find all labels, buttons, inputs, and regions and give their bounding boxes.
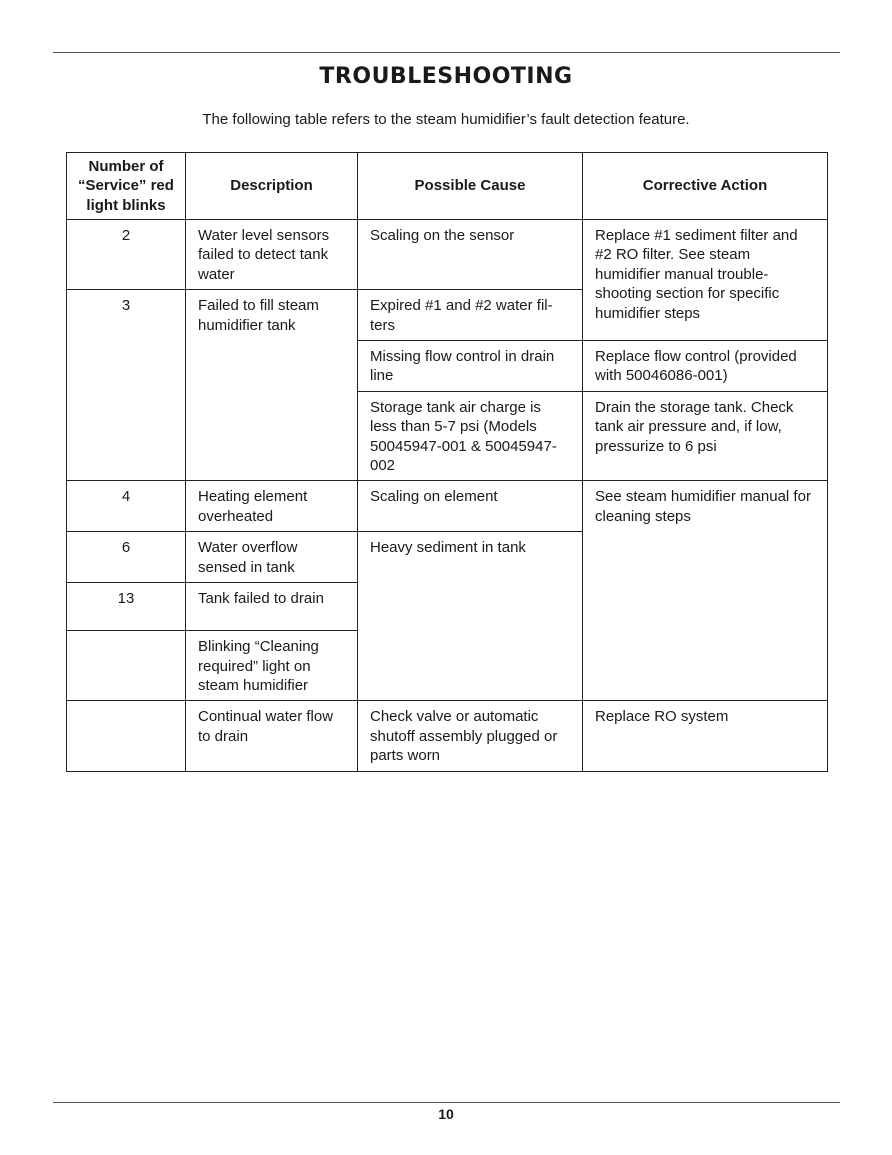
cause-cell: Heavy sediment in tank [358,532,583,701]
action-cell: Replace RO system [583,701,828,771]
cause-cell: Missing flow control in drain line [358,341,583,392]
header-description: Description [186,153,358,220]
header-cause: Possible Cause [358,153,583,220]
page-title: TROUBLESHOOTING [319,64,573,89]
blink-count: 13 [67,583,186,631]
page-number: 10 [438,1106,454,1122]
blink-count: 4 [67,481,186,532]
blink-count: 6 [67,532,186,583]
action-cell: Replace #1 sediment filter and #2 RO filter. See steam humidifier manual trouble-shooting section for specific humidifier steps [583,220,828,341]
table-row [67,701,828,771]
description-cell: Water level sensors failed to detect tank water [186,220,358,290]
cause-cell: Scaling on the sensor [358,220,583,290]
action-cell: Drain the storage tank. Check tank air pressure and, if low, pressurize to 6 psi [583,391,828,481]
table-row [67,481,828,532]
cause-cell: Expired #1 and #2 water fil-ters [358,290,583,341]
description-cell: Continual water flow to drain [186,701,358,771]
cause-cell: Scaling on element [358,481,583,532]
action-cell: See steam humidifier manual for cleaning steps [583,481,828,701]
header-blinks: Number of “Service” red light blinks [67,153,186,220]
table-row [67,220,828,290]
description-cell: Water overflow sensed in tank [186,532,358,583]
description-cell: Blinking “Cleaning required” light on steam humidifier [186,631,358,701]
bottom-rule [53,1102,840,1103]
blink-count [67,631,186,701]
blink-count [67,701,186,771]
top-rule [53,52,840,53]
description-cell: Failed to fill steam humidifier tank [186,290,358,481]
blink-count: 2 [67,220,186,290]
troubleshooting-table [66,152,828,772]
cause-cell: Check valve or automatic shutoff assembly plugged or parts worn [358,701,583,771]
description-cell: Tank failed to drain [186,583,358,631]
header-row [67,153,828,220]
action-cell: Replace flow control (provided with 50046086-001) [583,341,828,392]
page-subtitle: The following table refers to the steam humidifier’s fault detection feature. [202,111,690,128]
blink-count: 3 [67,290,186,481]
header-action: Corrective Action [583,153,828,220]
cause-cell: Storage tank air charge is less than 5-7 psi (Models 50045947-001 & 50045947-002 [358,391,583,481]
description-cell: Heating element overheated [186,481,358,532]
